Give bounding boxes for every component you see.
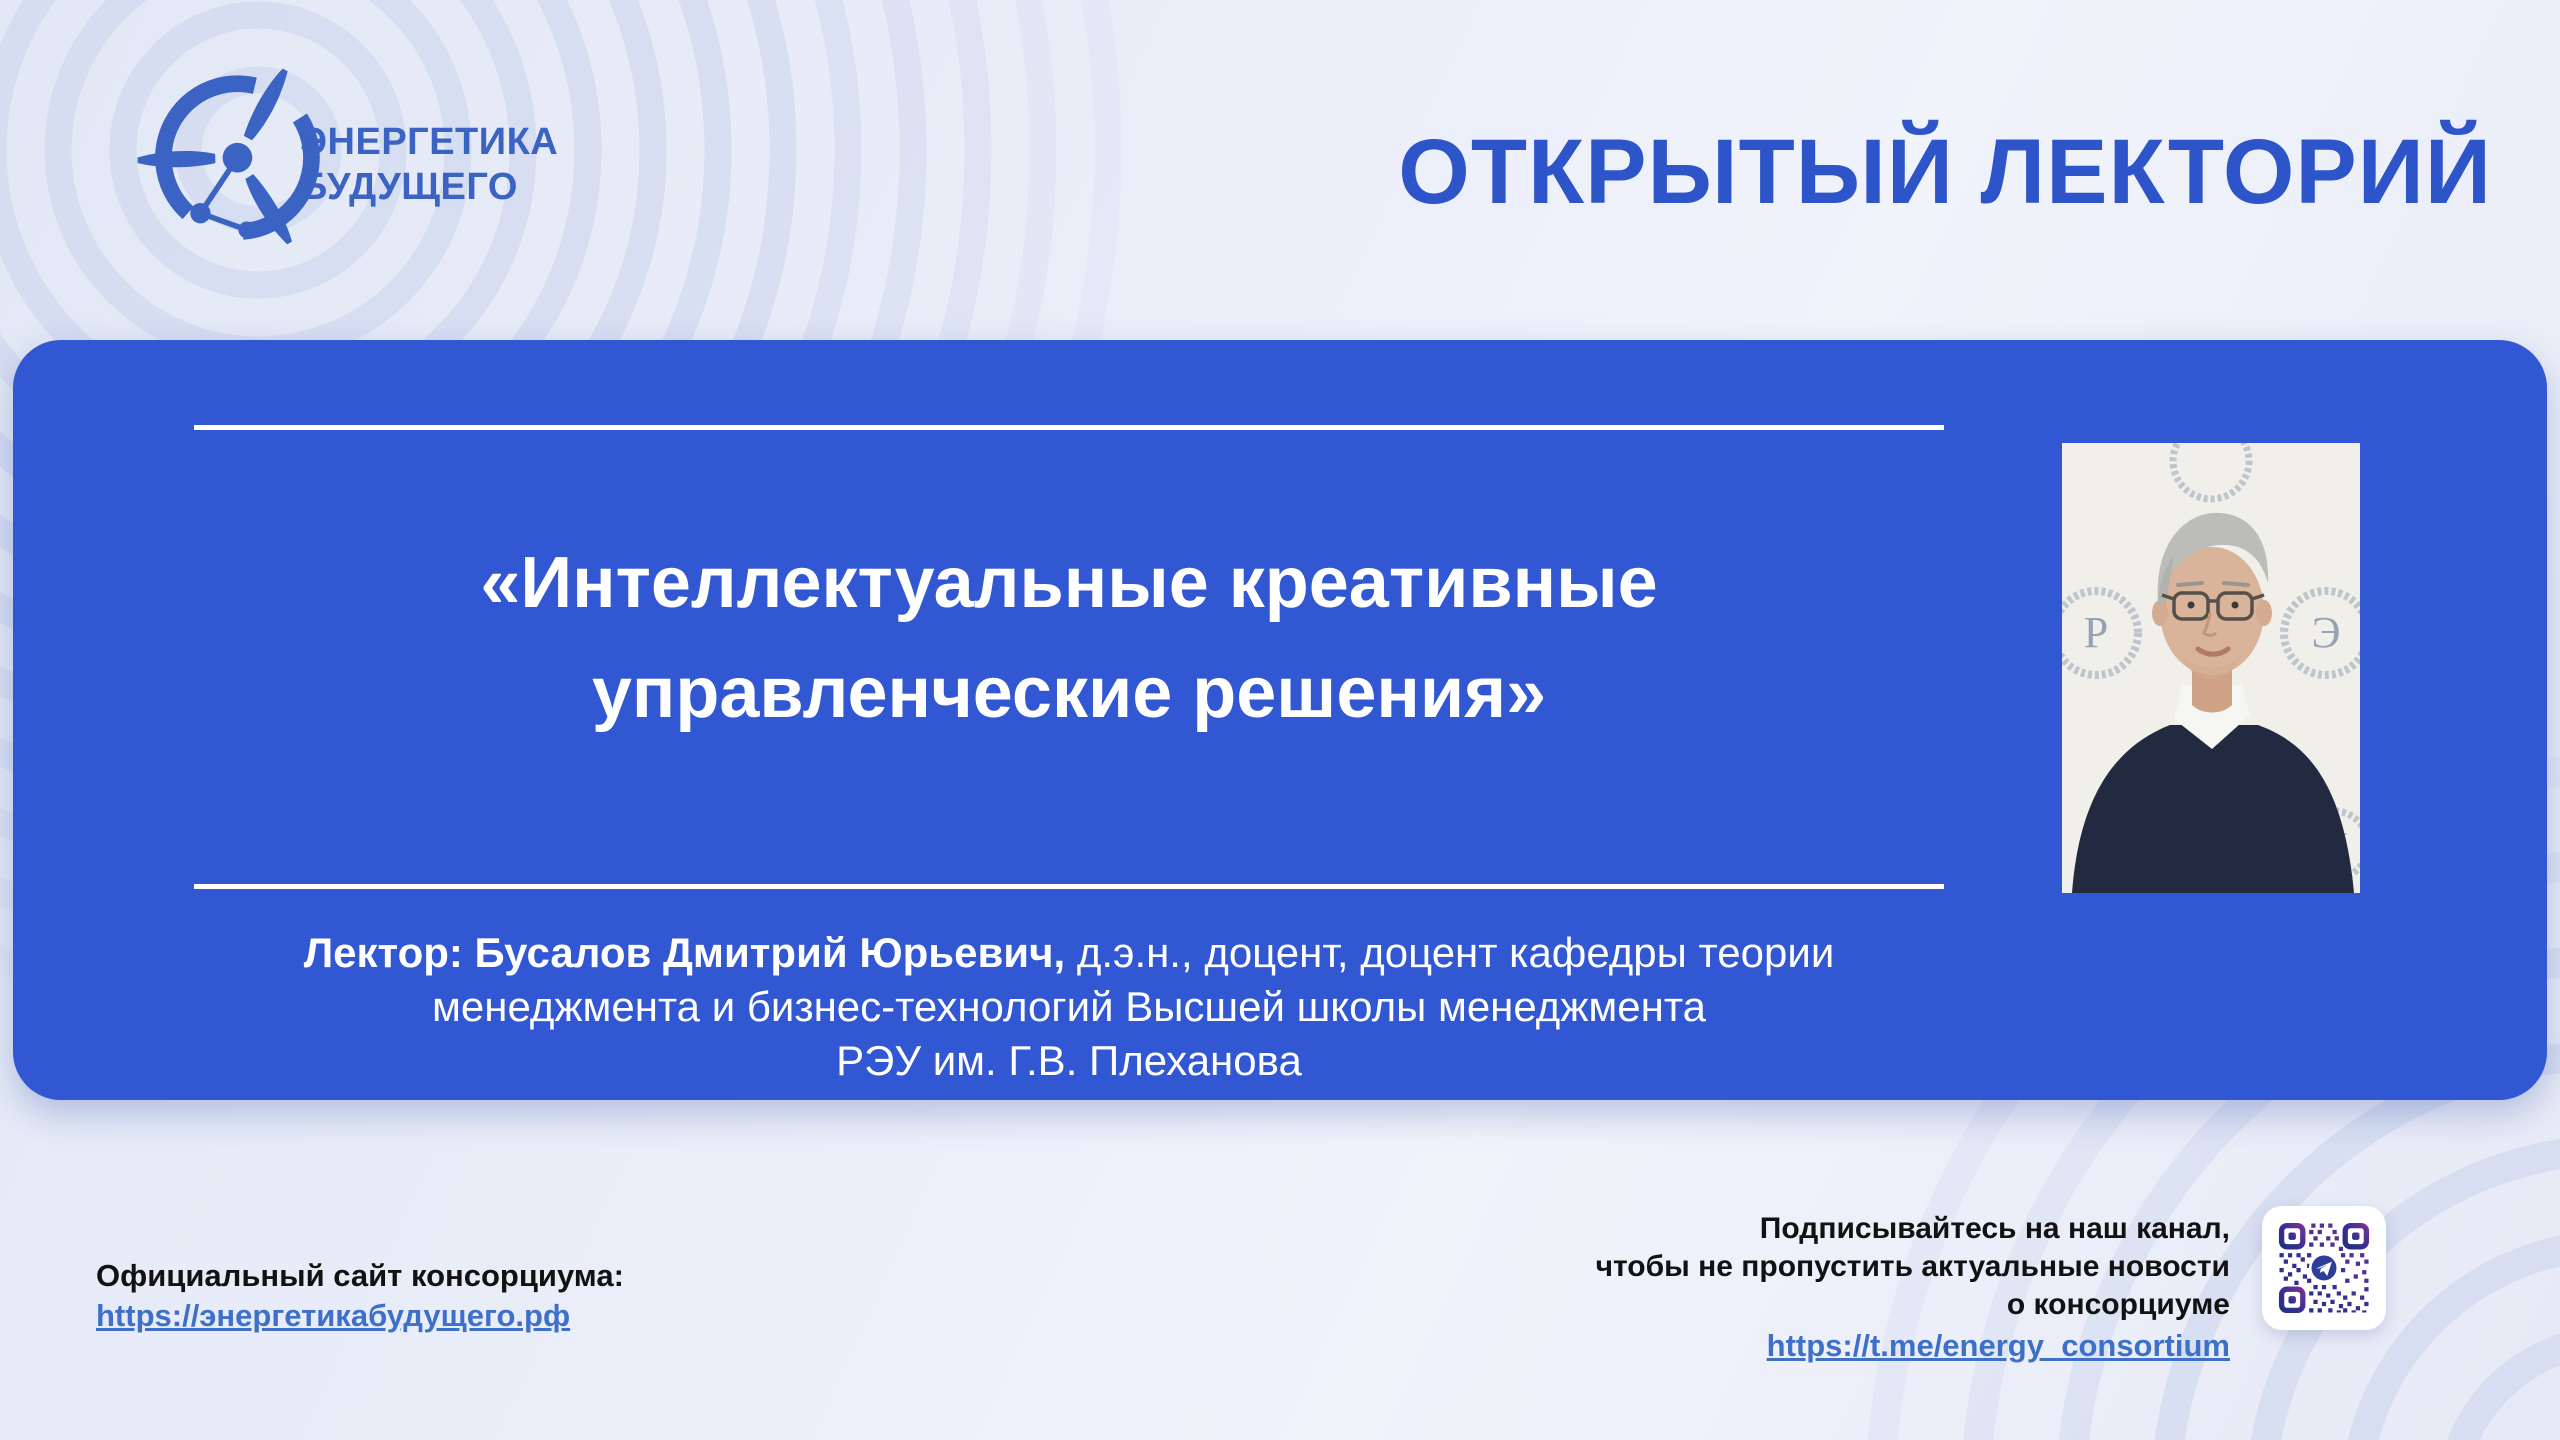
lecture-title-line2: управленческие решения» xyxy=(591,653,1547,733)
lecture-title-line1: «Интеллектуальные креативные xyxy=(480,543,1658,623)
svg-text:Р: Р xyxy=(2083,608,2109,657)
telegram-invite-line1: Подписывайтесь на наш канал, xyxy=(1759,1212,2230,1245)
official-site-link[interactable]: https://энергетикабудущего.рф xyxy=(96,1298,571,1333)
divider-top xyxy=(194,425,1944,430)
lecturer-name: Лектор: Бусалов Дмитрий Юрьевич, xyxy=(303,929,1066,976)
official-site-label: Официальный сайт консорциума: xyxy=(96,1258,624,1293)
logo-text-line1: ЭНЕРГЕТИКА xyxy=(300,121,559,163)
lecturer-degree: д.э.н., доцент, доцент кафедры теории xyxy=(1065,929,1835,976)
telegram-invite-block xyxy=(1596,1210,2230,1366)
telegram-channel-link[interactable]: https://t.me/energy_consortium xyxy=(1766,1328,2230,1363)
telegram-invite-line3: о консорциуме xyxy=(2006,1288,2230,1321)
qr-code-telegram xyxy=(2262,1206,2386,1330)
official-site-block xyxy=(96,1256,624,1336)
telegram-invite-line2: чтобы не пропустить актуальные новости xyxy=(1595,1250,2230,1283)
page-title: ОТКРЫТЫЙ ЛЕКТОРИЙ xyxy=(1398,121,2492,223)
energy-future-logo-text xyxy=(300,120,558,210)
svg-text:Э: Э xyxy=(2311,608,2341,657)
lecture-title xyxy=(194,528,1944,748)
lecture-card xyxy=(13,340,2547,1100)
lecturer-info-line3: РЭУ им. Г.В. Плеханова xyxy=(836,1037,1302,1084)
logo-text-line2: БУДУЩЕГО xyxy=(300,166,518,208)
lecturer-photo xyxy=(2062,443,2360,893)
lecturer-info xyxy=(194,926,1944,1088)
lecturer-info-line2: менеджмента и бизнес-технологий Высшей школы менеджмента xyxy=(432,983,1706,1030)
lecturer-info-line1 xyxy=(194,926,1944,980)
divider-bottom xyxy=(194,884,1944,889)
